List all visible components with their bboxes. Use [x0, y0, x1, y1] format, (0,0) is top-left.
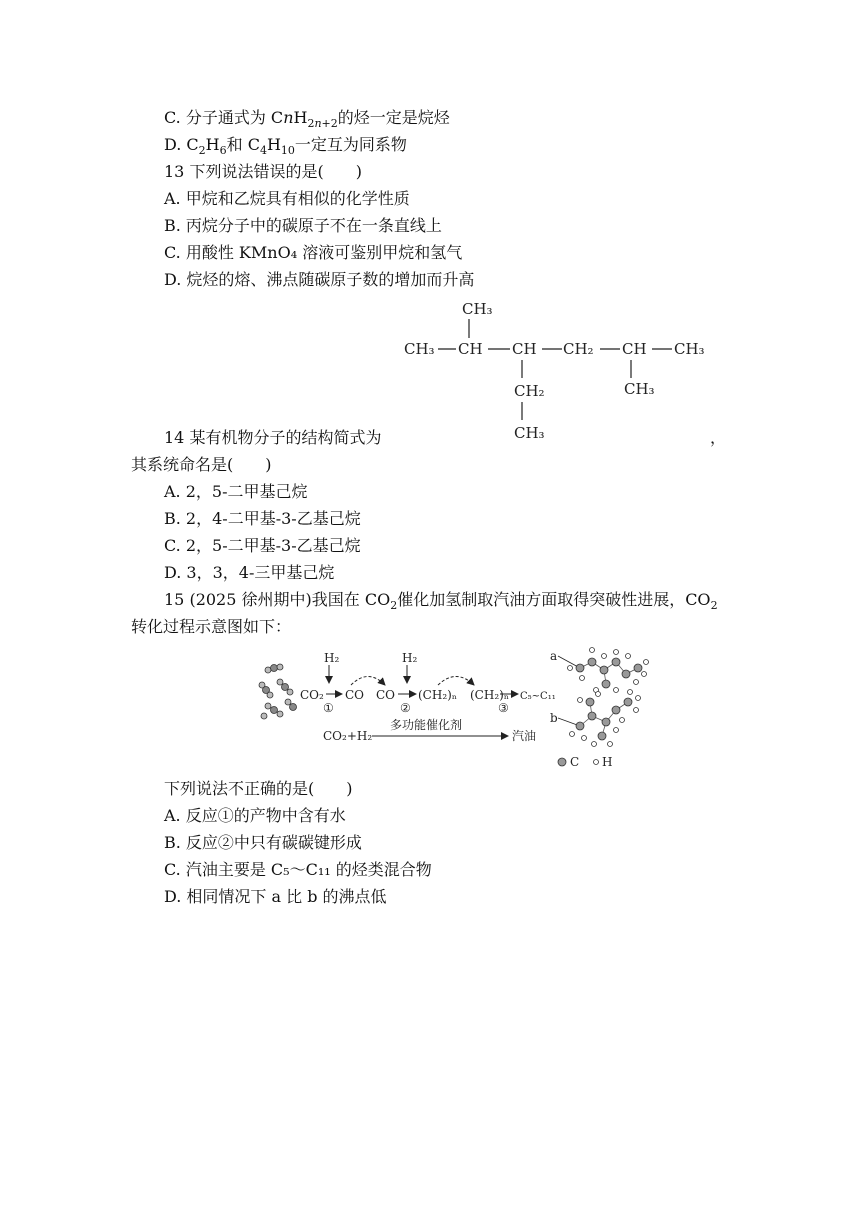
- q13-option-b: B. 丙烷分子中的碳原子不在一条直线上: [164, 216, 442, 235]
- ch2n-label-2: (CH₂)ₙ: [470, 688, 510, 702]
- ch2n-label-1: (CH₂)ₙ: [418, 688, 458, 702]
- step-3: ③: [498, 701, 509, 715]
- ethyl-ch2: CH₂: [514, 382, 545, 400]
- q14-option-b: B. 2，4-二甲基-3-乙基己烷: [164, 509, 361, 528]
- option-c-prev: C. 分子通式为 CnH$_{2n+2}$的烃一定是烷烃: [164, 108, 450, 131]
- q13-option-d: D. 烷烃的熔、沸点随碳原子数的增加而升高: [164, 270, 475, 289]
- q13-option-a: A. 甲烷和乙烷具有相似的化学性质: [164, 189, 410, 208]
- chain-c3: CH: [512, 340, 537, 358]
- h2-label-1: H₂: [324, 651, 340, 665]
- h2-label-2: H₂: [402, 651, 418, 665]
- legend-h: H: [602, 755, 613, 769]
- molecule-b-icon: [570, 690, 641, 747]
- carbon-legend-icon: [558, 758, 566, 766]
- q15-stem: 15 (2025 徐州期中)我国在 $CO_2$催化加氢制取汽油方面取得突破性进展，$CO_2$: [164, 590, 718, 613]
- q15-option-d: D. 相同情况下 a 比 b 的沸点低: [164, 887, 387, 906]
- structural-formula: [400, 296, 720, 446]
- q14-option-c: C. 2，5-二甲基-3-乙基己烷: [164, 536, 361, 555]
- q15-stem-cont: 转化过程示意图如下：: [131, 617, 292, 636]
- option-d-prev: D. $C_2H_6$和 $C_4H_{10}$一定互为同系物: [164, 135, 407, 158]
- q15-question: 下列说法不正确的是( ): [164, 779, 353, 798]
- step-1: ①: [323, 701, 334, 715]
- hydrogen-legend-icon: [594, 760, 599, 765]
- right-branch-ch3: CH₃: [624, 380, 655, 398]
- chain-c2: CH: [458, 340, 483, 358]
- q14-option-a: A. 2，5-二甲基己烷: [164, 482, 308, 501]
- q15-option-b: B. 反应②中只有碳碳键形成: [164, 833, 362, 852]
- q14-stem-cont: 其系统命名是( ): [131, 455, 272, 474]
- chain-c6: CH₃: [674, 340, 705, 358]
- co2-label: CO₂: [300, 688, 324, 702]
- chain-c1: CH₃: [404, 340, 435, 358]
- ethyl-ch3: CH₃: [514, 424, 545, 442]
- legend-c: C: [570, 755, 580, 769]
- reactants-label: CO₂+H₂: [323, 729, 373, 743]
- catalyst-label: 多功能催化剂: [390, 718, 463, 732]
- q13-stem: 13 下列说法错误的是( ): [164, 162, 362, 181]
- product-label: C₅~C₁₁: [520, 691, 556, 702]
- step-2: ②: [400, 701, 411, 715]
- chain-c5: CH: [622, 340, 647, 358]
- label-a: a: [550, 649, 558, 663]
- q14-comma: ，: [710, 428, 727, 447]
- co2-molecules-icon: [259, 664, 297, 719]
- top-branch-ch3: CH₃: [462, 300, 493, 318]
- molecule-a-icon: [568, 648, 649, 693]
- gasoline-label: 汽油: [512, 729, 537, 743]
- q15-option-c: C. 汽油主要是 C₅～C₁₁ 的烃类混合物: [164, 860, 432, 879]
- chain-c4: CH₂: [563, 340, 594, 358]
- co-label-1: CO: [345, 688, 365, 702]
- q14-stem: 14 某有机物分子的结构简式为: [164, 428, 382, 447]
- co2-conversion-diagram: [250, 640, 650, 772]
- label-b: b: [550, 711, 558, 725]
- co-label-2: CO: [376, 688, 396, 702]
- q14-option-d: D. 3，3，4-三甲基己烷: [164, 563, 335, 582]
- q15-option-a: A. 反应①的产物中含有水: [164, 806, 346, 825]
- q13-option-c: C. 用酸性 KMnO₄ 溶液可鉴别甲烷和氢气: [164, 243, 463, 262]
